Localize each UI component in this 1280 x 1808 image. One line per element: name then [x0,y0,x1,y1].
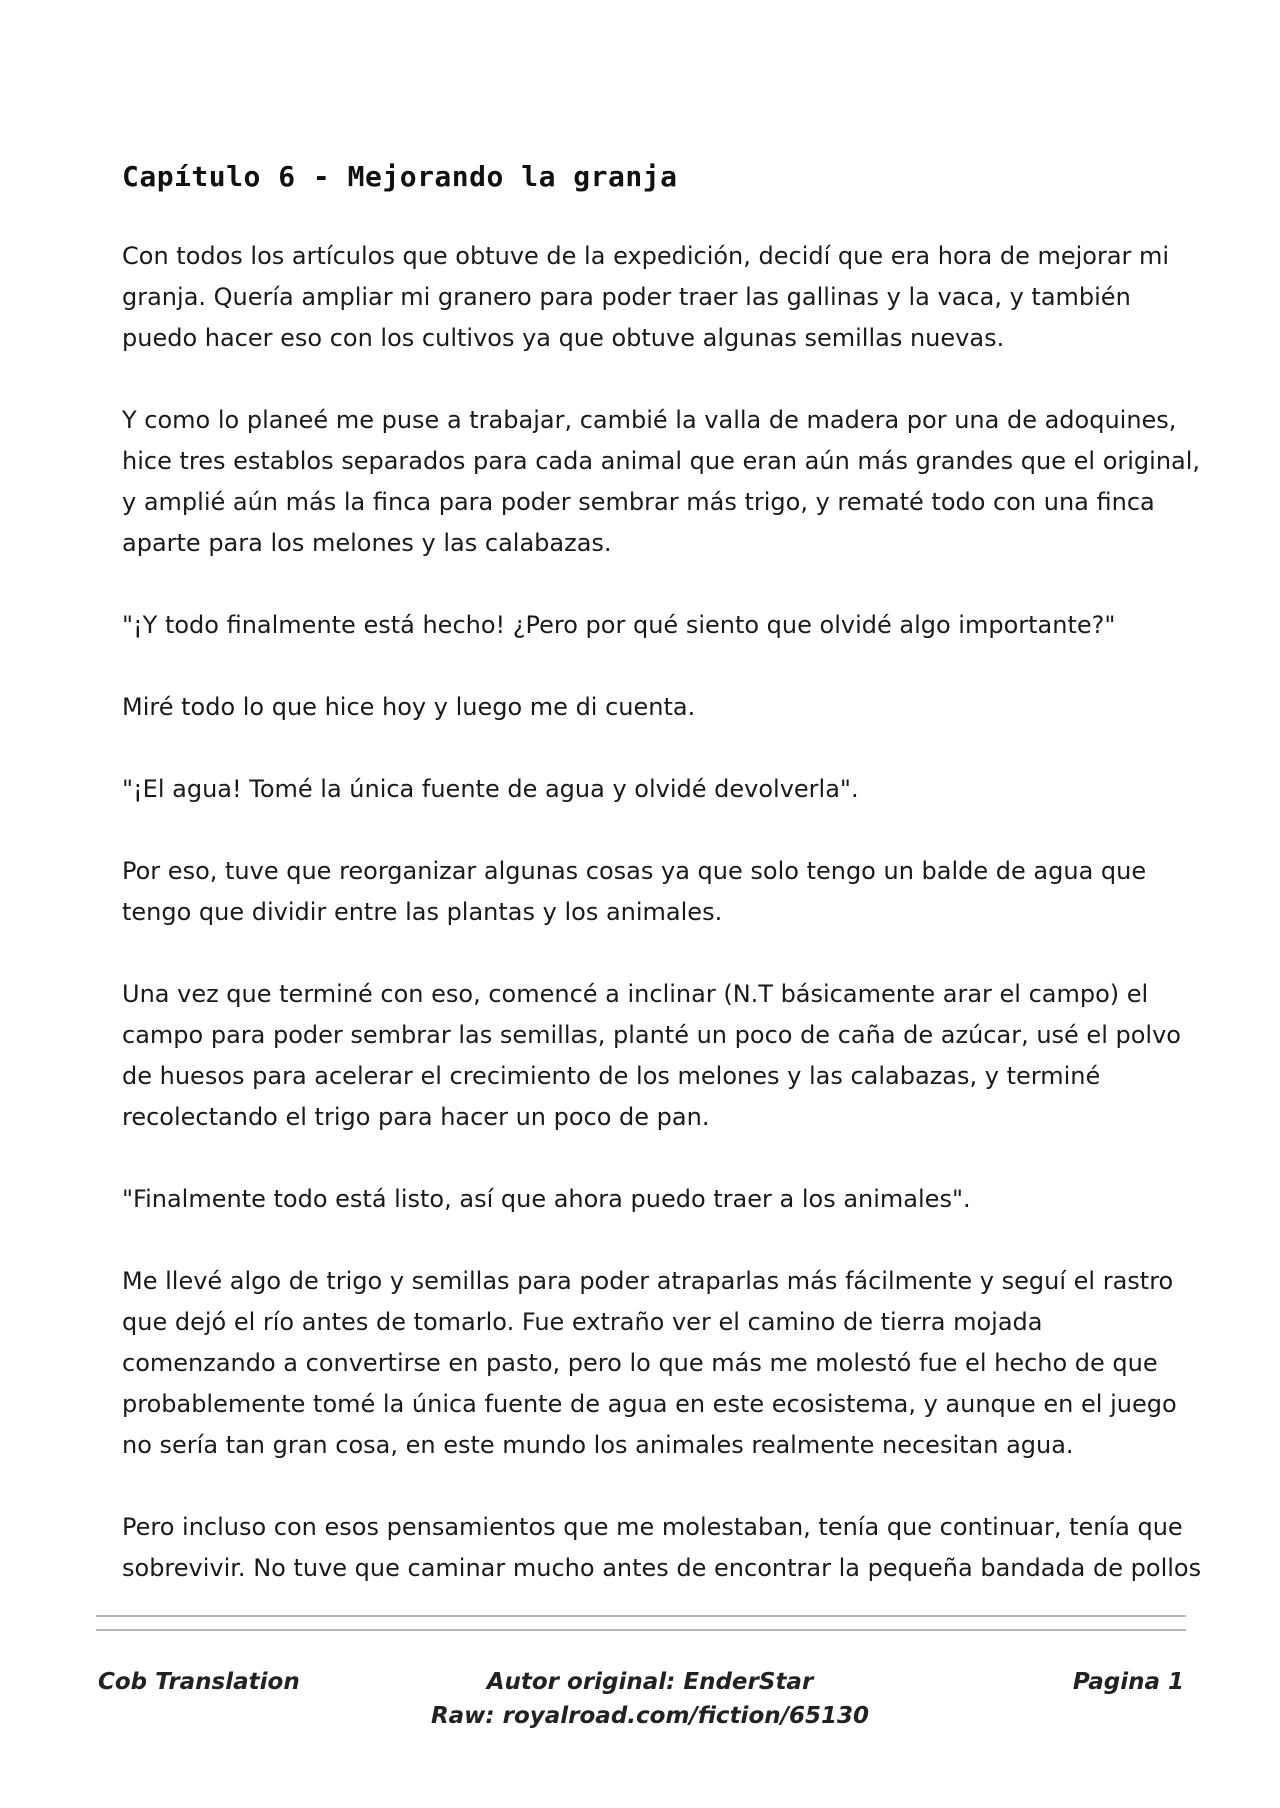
chapter-body [122,236,1202,1630]
paragraph: "Finalmente todo está listo, así que ahora puedo traer a los animales". [122,1185,971,1213]
paragraph: Con todos los artículos que obtuve de la expedición, decidí que era hora de mejorar mi granja. Quería ampliar mi granero para poder traer las gallinas y la vaca, y también puedo hacer eso con los cultivos ya que obtuve algunas semillas nuevas. [122,242,1170,352]
chapter-title: Capítulo 6 - Mejorando la granja [122,160,678,193]
paragraph: Una vez que terminé con eso, comencé a inclinar (N.T básicamente arar el campo) el campo para poder sembrar las semillas, planté un poco de caña de azúcar, usé el polvo de huesos para acelerar el crecimiento de los melones y las calabazas, y terminé recolectando el trigo para hacer un poco de pan. [122,980,1181,1131]
paragraph: Miré todo lo que hice hoy y luego me di cuenta. [122,693,696,721]
footer-page-number: Pagina 1 [1072,1669,1184,1695]
footer-divider-top [96,1615,1186,1617]
footer-author: Autor original: EnderStar [486,1669,814,1695]
footer-raw-source: Raw: royalroad.com/fiction/65130 [430,1703,870,1729]
paragraph: "¡Y todo finalmente está hecho! ¿Pero por qué siento que olvidé algo importante?" [122,611,1116,639]
footer-credits [390,1665,910,1733]
paragraph: Me llevé algo de trigo y semillas para poder atraparlas más fácilmente y seguí el rastro que dejó el río antes de tomarlo. Fue extraño ver el camino de tierra mojada comenzando a convertirse en pasto, pero lo que más me molestó fue el hecho de que probablemente tomé la única fuente de agua en este ecosistema, y aunque en el juego no sería tan gran cosa, en este mundo los animales realmente necesitan agua. [122,1267,1177,1459]
paragraph: Y como lo planeé me puse a trabajar, cambié la valla de madera por una de adoquines, hice tres establos separados para cada animal que eran aún más grandes que el original, y amplié aún más la finca para poder sembrar más trigo, y rematé todo con una finca aparte para los melones y las calabazas. [122,406,1201,557]
paragraph: Por eso, tuve que reorganizar algunas cosas ya que solo tengo un balde de agua que tengo que dividir entre las plantas y los animales. [122,857,1147,926]
footer-translator: Cob Translation [98,1669,300,1695]
footer-divider-bottom [96,1629,1186,1631]
paragraph: Pero incluso con esos pensamientos que me molestaban, tenía que continuar, tenía que sobrevivir. No tuve que caminar mucho antes de encontrar la pequeña bandada de pollos [122,1513,1202,1582]
paragraph: "¡El agua! Tomé la única fuente de agua y olvidé devolverla". [122,775,859,803]
